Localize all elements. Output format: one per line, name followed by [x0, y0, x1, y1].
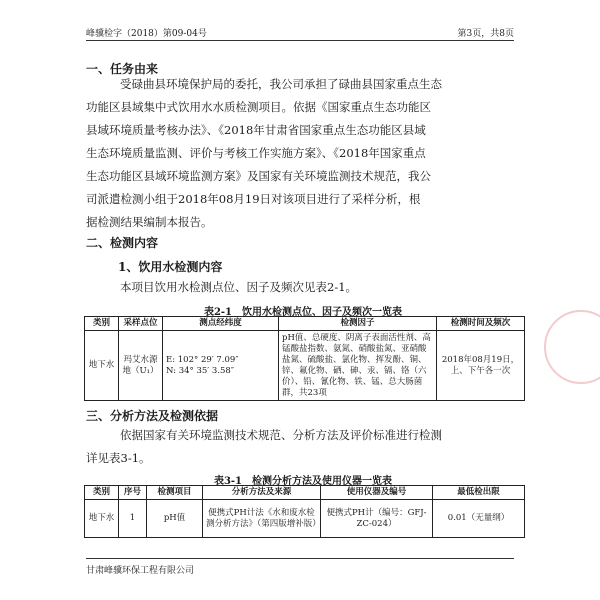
section1-line: 据检测结果编制本报告。 [86, 215, 213, 229]
table-header-cell: 检测项目 [147, 486, 203, 500]
table-row [85, 500, 525, 538]
section2-subtitle: 1、饮用水检测内容 [118, 260, 223, 274]
table-header-cell: 最低检出限 [433, 486, 525, 500]
section1-title: 一、任务由来 [86, 62, 159, 76]
table-header-cell: 检测时间及频次 [437, 317, 525, 331]
section1-line: 生态功能区县域环境监测方案》及国家有关环境监测技术规范，我公 [86, 169, 431, 183]
table-row [85, 331, 525, 401]
table-header-cell: 序号 [119, 486, 147, 500]
section1-body [86, 73, 520, 234]
section1-line: 司派遣检测小组于2018年08月19日对该项目进行了采样分析，根 [86, 192, 421, 206]
table-header-cell: 类别 [85, 486, 119, 500]
page-number: 第3页，共8页 [457, 29, 514, 39]
category-cell: 地下水 [85, 500, 119, 538]
document-number: 峰骥检字（2018）第09-04号 [86, 29, 207, 39]
section3-line: 详见表3-1。 [86, 451, 151, 465]
section1-line: 功能区县域集中式饮用水水质检测项目。依据《国家重点生态功能区 [86, 100, 431, 114]
table-header-cell: 采样点位 [119, 317, 163, 331]
table-2-1-caption: 表2-1 饮用水检测点位、因子及频次一览表 [203, 307, 403, 318]
time-cell: 2018年08月19日，上、下午各一次 [437, 331, 525, 401]
footer-company: 甘肃峰骥环保工程有限公司 [86, 566, 195, 576]
table-3-1 [84, 485, 525, 538]
table-2-1 [84, 316, 525, 401]
section2-intro-text: 本项目饮用水检测点位、因子及频次见表2-1。 [120, 280, 358, 294]
section3-body [86, 424, 520, 470]
table-header-cell: 分析方法及来源 [203, 486, 321, 500]
factors-cell: pH值、总硬度、阴离子表面活性剂、高锰酸盐指数、氨氮、硝酸盐氮、亚硝酸盐氮、硫酸盐、氯化物、挥发酚、铜、锌、氟化物、硒、砷、汞、镉、铬（六价）、铅、氰化物、铁、锰、总大肠菌群，共23项 [279, 331, 437, 401]
section3-line: 依据国家有关环境监测技术规范、分析方法及评价标准进行检测 [120, 428, 442, 442]
table-header-cell: 使用仪器及编号 [321, 486, 433, 500]
coordinate-north: N: 34° 35′ 3.58″ [166, 365, 235, 376]
section1-line: 县域环境质量考核办法》、《2018年甘肃省国家重点生态功能区县域 [86, 123, 426, 137]
method-cell: 便携式PH计法《水和废水检测分析方法》（第四版增补版） [203, 500, 321, 538]
table-header-row [85, 486, 525, 500]
section3-title: 三、分析方法及检测依据 [86, 409, 219, 423]
coordinate-east: E: 102° 29′ 7.09″ [166, 354, 239, 365]
coordinate-cell [163, 331, 279, 401]
instrument-cell: 便携式PH计（编号：GFJ-ZC-024） [321, 500, 433, 538]
section2-title: 二、检测内容 [86, 236, 159, 250]
header-divider [86, 40, 514, 41]
site-cell: 玛艾水源地（U₁） [119, 331, 163, 401]
detection-limit-cell: 0.01（无量纲） [433, 500, 525, 538]
table-header-cell: 类别 [85, 317, 119, 331]
table-3-1-caption: 表3-1 检测分析方法及使用仪器一览表 [213, 476, 393, 487]
table-header-row [85, 317, 525, 331]
seal-stamp [544, 310, 600, 384]
section2-intro [86, 276, 520, 299]
number-cell: 1 [119, 500, 147, 538]
category-cell: 地下水 [85, 331, 119, 401]
section1-line: 受碌曲县环境保护局的委托，我公司承担了碌曲县国家重点生态 [120, 77, 442, 91]
table-header-cell: 检测因子 [279, 317, 437, 331]
footer-divider [86, 558, 514, 559]
item-cell: pH值 [147, 500, 203, 538]
section1-line: 生态环境质量监测、评价与考核工作实施方案》、《2018年国家重点 [86, 146, 426, 160]
table-header-cell: 测点经纬度 [163, 317, 279, 331]
